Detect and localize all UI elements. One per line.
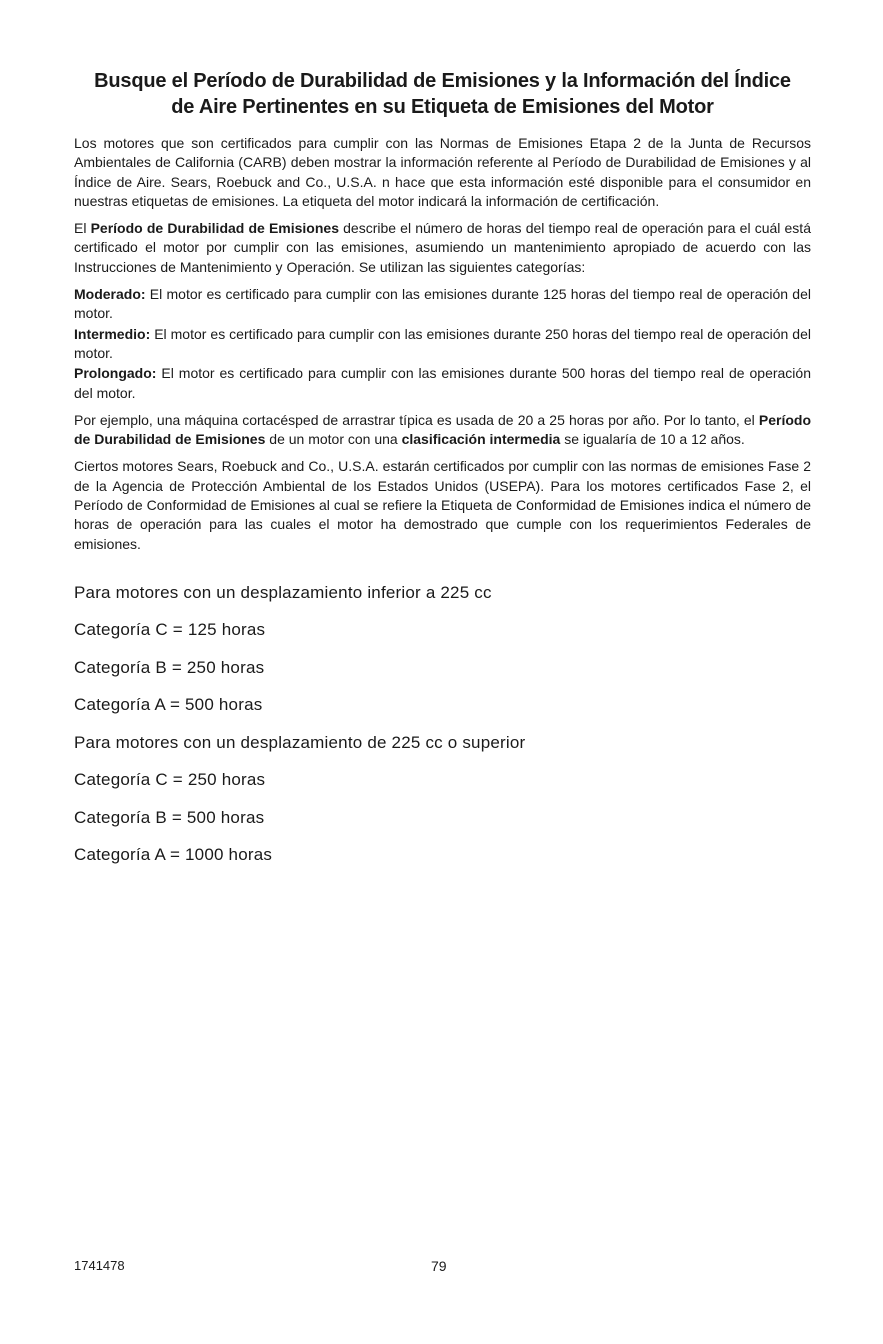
category-line: Categoría B = 500 horas <box>74 807 265 827</box>
category-prolongado: Prolongado: El motor es certificado para cumplir con las emisiones durante 500 horas del tiempo real de operación del motor. <box>74 365 811 401</box>
title-line-2: de Aire Pertinentes en su Etiqueta de Emisiones del Motor <box>171 96 714 118</box>
document-number: 1741478 <box>74 1258 125 1273</box>
epa-paragraph: Ciertos motores Sears, Roebuck and Co., U.S.A. estarán certificados por cumplir con las normas de emisiones Fase 2 de la Agencia de Protección Ambiental de los Estados Unidos (USEPA). Para los motores certificados Fase 2, el Período de Conformidad de Emisiones al cual se refiere la Etiqueta de Conformidad de Emisiones indica el número de horas de operación para las cuales el motor ha demostrado que cumple con los requerimientos Federales de emisiones. <box>74 458 811 552</box>
durability-paragraph: El Período de Durabilidad de Emisiones describe el número de horas del tiempo real de operación para el cuál está certificado el motor por cumplir con las emisiones, asumiendo un mantenimiento apropiado de acuerdo con las Instrucciones de Mantenimiento y Operación. Se utilizan las siguientes categorías: <box>74 220 811 275</box>
category-heading-large: Para motores con un desplazamiento de 225 cc o superior <box>74 732 526 752</box>
category-heading-small: Para motores con un desplazamiento inferior a 225 cc <box>74 582 492 602</box>
category-moderado: Moderado: El motor es certificado para cumplir con las emisiones durante 125 horas del tiempo real de operación del motor. <box>74 286 811 322</box>
category-intermedio: Intermedio: El motor es certificado para cumplir con las emisiones durante 250 horas del tiempo real de operación del motor. <box>74 325 811 361</box>
category-line: Categoría C = 125 horas <box>74 620 266 640</box>
example-paragraph: Por ejemplo, una máquina cortacésped de arrastrar típica es usada de 20 a 25 horas por año. Por lo tanto, el Período de Durabilidad de Emisiones de un motor con una clasificación intermedia se igualaría de 10 a 12 años. <box>74 411 811 448</box>
category-line: Categoría C = 250 horas <box>74 770 266 790</box>
category-label: Moderado: <box>74 286 146 303</box>
page-number: 79 <box>431 1258 447 1274</box>
document-page <box>74 68 811 882</box>
durability-term: Período de Durabilidad de Emisiones <box>90 220 339 237</box>
page-title <box>74 68 811 120</box>
category-label: Prolongado: <box>74 365 157 382</box>
title-line-1: Busque el Período de Durabilidad de Emisiones y la Información del Índice <box>94 70 791 92</box>
category-list <box>74 582 811 867</box>
category-line: Categoría A = 1000 horas <box>74 845 273 865</box>
category-line: Categoría A = 500 horas <box>74 695 263 715</box>
intro-paragraph: Los motores que son certificados para cumplir con las Normas de Emisiones Etapa 2 de la Junta de Recursos Ambientales de California (CARB) deben mostrar la información referente al Período de Durabilidad de Emisiones y al Índice de Aire. Sears, Roebuck and Co., U.S.A. n hace que esta información esté disponible para el consumidor en nuestras etiquetas de emisiones. La etiqueta del motor indicará la información de certificación. <box>74 135 811 209</box>
category-line: Categoría B = 250 horas <box>74 657 265 677</box>
category-label: Intermedio: <box>74 325 151 342</box>
